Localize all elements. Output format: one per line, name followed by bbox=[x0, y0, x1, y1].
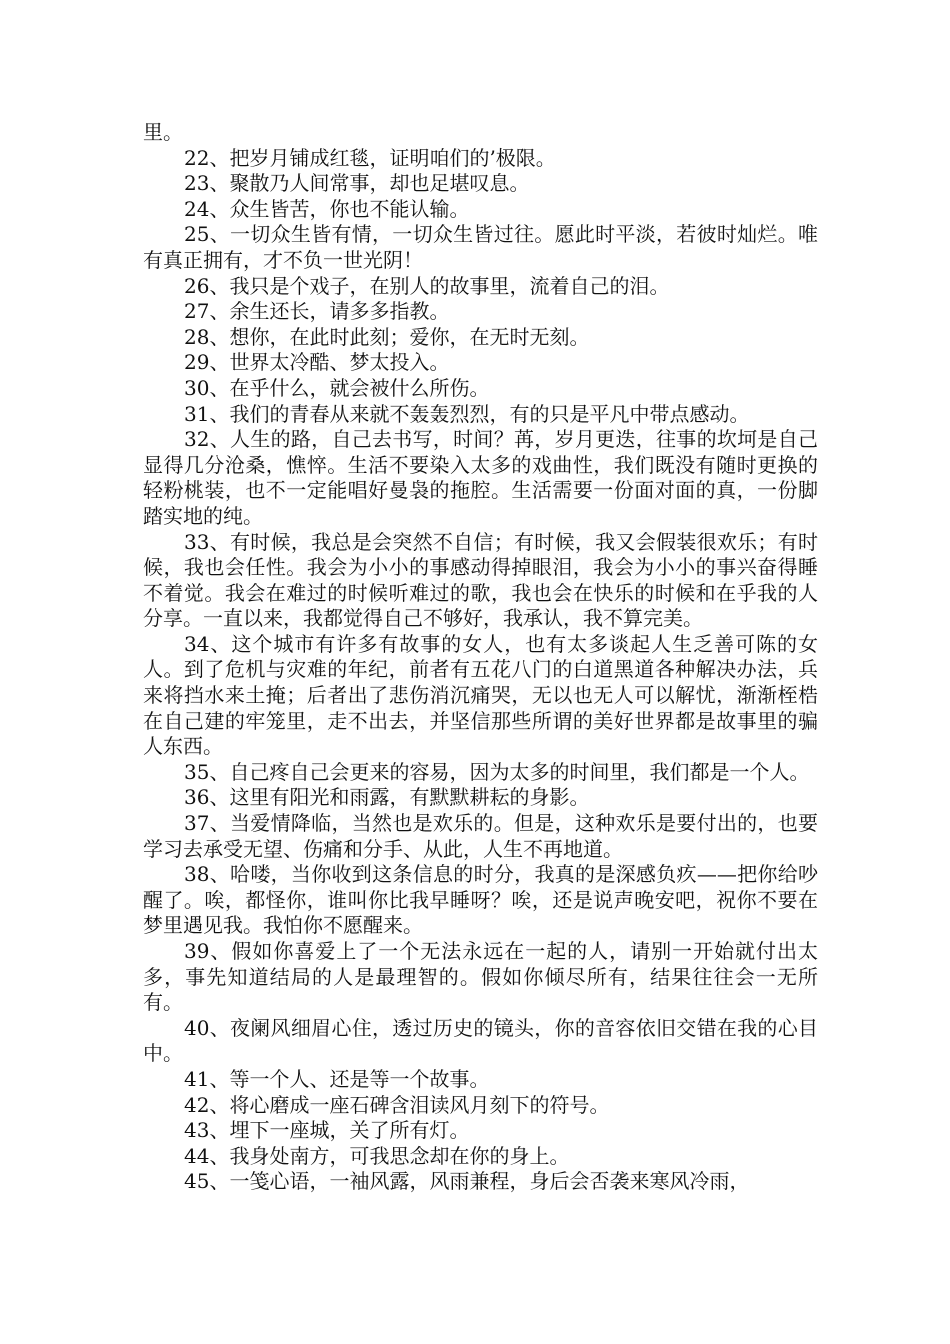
paragraph-45: 45、一笺心语，一袖风露，风雨兼程，身后会否袭来寒风冷雨， bbox=[184, 1169, 750, 1194]
paragraph-22: 22、把岁月铺成红毯，证明咱们的’极限。 bbox=[184, 145, 556, 170]
document-body bbox=[143, 120, 818, 1195]
paragraph-36: 36、这里有阳光和雨露，有默默耕耘的身影。 bbox=[184, 785, 590, 810]
paragraph-31: 31、我们的青春从来就不轰轰烈烈，有的只是平凡中带点感动。 bbox=[184, 401, 750, 426]
paragraph-25: 25、一切众生皆有情，一切众生皆过往。愿此时平淡，若彼时灿烂。唯有真正拥有，才不负一世光阴！ bbox=[143, 222, 818, 272]
paragraph-39: 39、假如你喜爱上了一个无法永远在一起的人，请别一开始就付出太多，事先知道结局的人是最理智的。假如你倾尽所有，结果往往会一无所有。 bbox=[143, 939, 818, 1015]
paragraph-40: 40、夜阑风细眉心住，透过历史的镜头，你的音容依旧交错在我的心目中。 bbox=[143, 1015, 818, 1066]
paragraph-26: 26、我只是个戏子，在别人的故事里，流着自己的泪。 bbox=[184, 273, 670, 298]
paragraph-41: 41、等一个人、还是等一个故事。 bbox=[184, 1066, 490, 1091]
paragraph-28: 28、想你，在此时此刻；爱你，在无时无刻。 bbox=[184, 324, 590, 349]
paragraph-37: 37、当爱情降临，当然也是欢乐的。但是，这种欢乐是要付出的，也要学习去承受无望、伤痛和分手、从此，人生不再地道。 bbox=[143, 811, 818, 861]
paragraph-23: 23、聚散乃人间常事，却也足堪叹息。 bbox=[184, 171, 530, 196]
paragraph-continuation: 里。 bbox=[143, 120, 183, 144]
paragraph-42: 42、将心磨成一座石碑含泪读风月刻下的符号。 bbox=[184, 1092, 610, 1117]
paragraph-27: 27、余生还长，请多多指教。 bbox=[184, 299, 450, 324]
paragraph-24: 24、众生皆苦，你也不能认输。 bbox=[184, 196, 470, 221]
paragraph-44: 44、我身处南方，可我思念却在你的身上。 bbox=[184, 1143, 570, 1168]
paragraph-38: 38、哈喽，当你收到这条信息的时分，我真的是深感负疚——把你给吵醒了。唉，都怪你，谁叫你比我早睡呀？唉，还是说声晚安吧，祝你不要在梦里遇见我。我怕你不愿醒来。 bbox=[143, 862, 818, 938]
paragraph-32: 32、人生的路，自己去书写，时间？苒，岁月更迭，往事的坎坷是自己显得几分沧桑，憔悴。生活不要染入太多的戏曲性，我们既没有随时更换的轻粉桃装，也不一定能唱好曼袅的拖腔。生活需要一份面对面的真，一份脚踏实地的纯。 bbox=[143, 427, 818, 528]
paragraph-30: 30、在乎什么，就会被什么所伤。 bbox=[184, 375, 490, 400]
paragraph-29: 29、世界太冷酷、梦太投入。 bbox=[184, 350, 450, 375]
paragraph-35: 35、自己疼自己会更来的容易，因为太多的时间里，我们都是一个人。 bbox=[184, 759, 810, 784]
paragraph-34: 34、这个城市有许多有故事的女人，也有太多谈起人生乏善可陈的女人。到了危机与灾难的年纪，前者有五花八门的白道黑道各种解决办法，兵来将挡水来土掩；后者出了悲伤消沉痛哭，无以也无人可以解忧，渐渐桎梏在自己建的牢笼里，走不出去，并坚信那些所谓的美好世界都是故事里的骗人东西。 bbox=[143, 631, 818, 759]
paragraph-43: 43、埋下一座城，关了所有灯。 bbox=[184, 1118, 470, 1143]
paragraph-33: 33、有时候，我总是会突然不自信；有时候，我又会假装很欢乐；有时候，我也会任性。我会为小小的事感动得掉眼泪，我会为小小的事兴奋得睡不着觉。我会在难过的时候听难过的歌，我也会在快乐的时候和在乎我的人分享。一直以来，我都觉得自己不够好，我承认，我不算完美。 bbox=[143, 529, 818, 631]
